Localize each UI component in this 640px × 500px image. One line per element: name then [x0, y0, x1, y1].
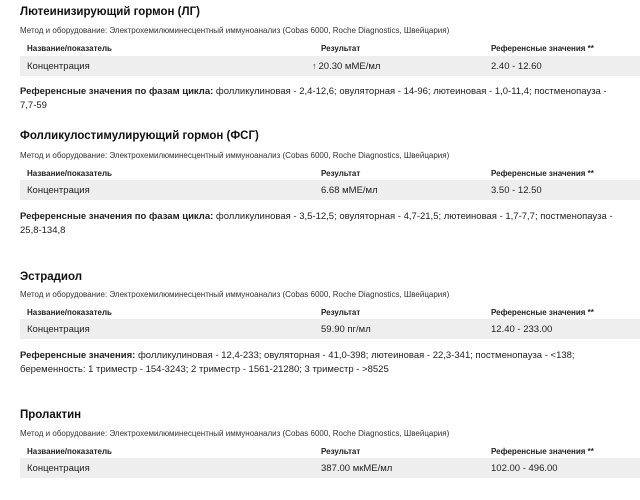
reference-phases: [20, 210, 613, 223]
column-header-result: Результат: [321, 44, 361, 53]
result-value: 59.90 пг/мл: [321, 324, 371, 335]
reference-text: фолликулиновая - 3,5-12,5; овуляторная - 4,7-21,5; лютеиновая - 1,7-7,7; постменопауза -: [213, 211, 613, 222]
column-header-result: Результат: [321, 447, 361, 456]
arrow-up-icon: ↑: [312, 61, 317, 71]
result-value: 387.00 мкМЕ/мл: [321, 463, 393, 474]
reference-value: 2.40 - 12.60: [491, 61, 542, 72]
reference-text: фолликулиновая - 12,4-233; овуляторная - 41,0-398; лютеиновая - 22,3-341; постменопауза - <138;: [135, 350, 575, 361]
table-row: [20, 56, 640, 76]
table-row: [20, 458, 640, 478]
column-header-reference: Референсные значения **: [491, 308, 594, 317]
method-text: Метод и оборудование: Электрохемилюминесцентный иммуноанализ (Cobas 6000, Roche Diagnostics, Швейцария): [20, 290, 450, 299]
row-name: Концентрация: [27, 61, 90, 72]
reference-text-continued: беременность: 1 триместр - 154-3243; 2 триместр - 1561-21280; 3 триместр - >8525: [20, 364, 389, 375]
method-text: Метод и оборудование: Электрохемилюминесцентный иммуноанализ (Cobas 6000, Roche Diagnostics, Швейцария): [20, 26, 450, 35]
row-name: Концентрация: [27, 185, 90, 196]
result-text: 20.30 мМЕ/мл: [318, 61, 381, 72]
column-header-name: Название/показатель: [27, 447, 112, 456]
section-title: Лютеинизирующий гормон (ЛГ): [20, 6, 200, 18]
column-header-name: Название/показатель: [27, 308, 112, 317]
method-text: Метод и оборудование: Электрохемилюминесцентный иммуноанализ (Cobas 6000, Roche Diagnostics, Швейцария): [20, 429, 450, 438]
reference-text: фолликулиновая - 2,4-12,6; овуляторная - 14-96; лютеиновая - 1,0-11,4; постменопауза -: [213, 86, 607, 97]
result-value: 6.68 мМЕ/мл: [321, 185, 378, 196]
reference-text-continued: 25,8-134,8: [20, 225, 66, 236]
section-title: Фолликулостимулирующий гормон (ФСГ): [20, 130, 259, 142]
table-row: [20, 319, 640, 339]
section-title: Эстрадиол: [20, 271, 83, 283]
method-text: Метод и оборудование: Электрохемилюминесцентный иммуноанализ (Cobas 6000, Roche Diagnostics, Швейцария): [20, 151, 450, 160]
reference-label: Референсные значения:: [20, 350, 136, 361]
row-name: Концентрация: [27, 324, 90, 335]
reference-phases: [20, 85, 607, 98]
column-header-result: Результат: [321, 308, 361, 317]
column-header-name: Название/показатель: [27, 44, 112, 53]
column-header-reference: Референсные значения **: [491, 44, 594, 53]
reference-value: 12.40 - 233.00: [491, 324, 553, 335]
column-header-reference: Референсные значения **: [491, 447, 594, 456]
reference-value: 3.50 - 12.50: [491, 185, 542, 196]
reference-value: 102.00 - 496.00: [491, 463, 558, 474]
column-header-result: Результат: [321, 169, 361, 178]
reference-label: Референсные значения по фазам цикла:: [20, 211, 214, 222]
row-name: Концентрация: [27, 463, 90, 474]
reference-text-continued: 7,7-59: [20, 100, 47, 111]
reference-label: Референсные значения по фазам цикла:: [20, 86, 214, 97]
reference-phases: [20, 349, 575, 362]
table-row: [20, 180, 640, 200]
section-title: Пролактин: [20, 409, 82, 421]
column-header-name: Название/показатель: [27, 169, 112, 178]
column-header-reference: Референсные значения **: [491, 169, 594, 178]
result-value: [312, 61, 380, 72]
